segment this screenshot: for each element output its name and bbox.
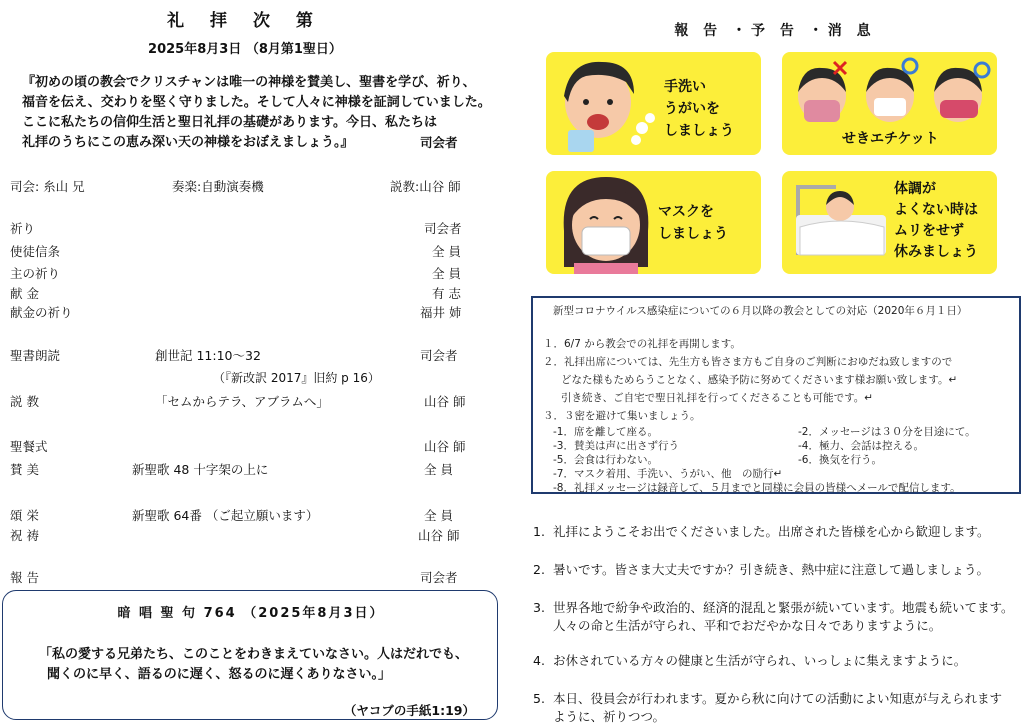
cough-etiquette-panel bbox=[782, 52, 997, 155]
panel-line: 手洗い bbox=[664, 79, 706, 95]
panel-text bbox=[894, 179, 978, 263]
notice-rule: -4．極力、会話は控える。 bbox=[798, 440, 924, 452]
item-person: 司会者 bbox=[420, 570, 458, 585]
memory-verse-title: 暗 唱 聖 句 764 （2025年8月3日） bbox=[117, 606, 385, 621]
item-label: 使徒信条 bbox=[10, 244, 61, 259]
panel-line: マスクを bbox=[658, 204, 714, 220]
intro-line: 『初めの頃の教会でクリスチャンは唯一の神様を賛美し、聖書を学び、祈り、 bbox=[22, 75, 476, 90]
item-label: 主の祈り bbox=[10, 266, 61, 281]
notice-line: どなた様もためらうことなく、感染予防に努めてくださいます様お願い致します。↵ bbox=[561, 374, 958, 386]
sick-in-bed-illustration bbox=[790, 175, 890, 274]
item-person: 山谷 師 bbox=[424, 439, 466, 454]
intro-line: 礼拝のうちにこの恵み深い天の神様をおぼえましょう。』 bbox=[22, 135, 354, 150]
notice-rule: -6．換気を行う。 bbox=[798, 454, 882, 466]
staff-host: 司会: 糸山 兄 bbox=[10, 179, 85, 194]
notice-line: ３．３密を避けて集いましょう。 bbox=[543, 410, 701, 422]
item-label: 献金の祈り bbox=[10, 305, 73, 320]
cough-etiquette-illustration bbox=[782, 56, 997, 126]
memory-verse-line: 聞くのに早く、語るのに遅く、怒るのに遅くありなさい。」 bbox=[47, 667, 391, 682]
item-person: 全 員 bbox=[424, 462, 453, 477]
notice-rule: -7．マスク着用、手洗い、うがい、他 の励行↵ bbox=[553, 468, 783, 480]
item-label: 報 告 bbox=[10, 570, 39, 585]
news-text: 暑いです。皆さま大丈夫ですか？引き続き、熱中症に注意して過しましょう。 bbox=[553, 562, 990, 577]
news-number: 1. bbox=[533, 524, 545, 539]
panel-text bbox=[658, 201, 728, 245]
news-number: 3. bbox=[533, 600, 545, 615]
item-label: 聖書朗読 bbox=[10, 348, 61, 363]
memory-verse-text bbox=[39, 645, 468, 685]
item-person: 山谷 師 bbox=[424, 394, 466, 409]
memory-verse-box bbox=[2, 590, 498, 720]
order-title: 礼 拝 次 第 bbox=[167, 11, 323, 31]
item-label: 献 金 bbox=[10, 286, 39, 301]
news-text: 世界各地で紛争や政治的、経済的混乱と緊張が続いています。地震も続いてます。 bbox=[553, 600, 1014, 615]
news-text: お休されている方々の健康と生活が守られ、いっしょに集えますように。 bbox=[553, 653, 967, 668]
panel-line: 体調が bbox=[894, 181, 936, 197]
news-number: 4. bbox=[533, 653, 545, 668]
news-text: ように、祈りつつ。 bbox=[553, 709, 666, 724]
intro-role: 司会者 bbox=[420, 135, 458, 150]
notice-line: 引き続き、ご自宅で聖日礼拝を行ってくださることも可能です。↵ bbox=[561, 392, 874, 404]
notice-title: 新型コロナウイルス感染症についての６月以降の教会としての対応（2020年６月１日） bbox=[553, 305, 968, 317]
item-detail: 新聖歌 64番 （ご起立願います） bbox=[132, 508, 319, 523]
rest-panel bbox=[782, 171, 997, 274]
news-number: 5. bbox=[533, 691, 545, 706]
notice-rule: -5．会食は行わない。 bbox=[553, 454, 658, 466]
item-label: 祝 祷 bbox=[10, 528, 39, 543]
staff-music: 奏楽:自動演奏機 bbox=[172, 179, 264, 194]
mask-panel bbox=[546, 171, 761, 274]
intro-text bbox=[22, 73, 491, 153]
panel-line: うがいを bbox=[664, 101, 720, 117]
item-person: 全 員 bbox=[424, 508, 453, 523]
panel-text: せきエチケット bbox=[842, 131, 939, 147]
memory-verse-line: 「私の愛する兄弟たち、このことをわきまえていなさい。人はだれでも、 bbox=[39, 647, 469, 662]
news-number: 2. bbox=[533, 562, 545, 577]
notice-rule: -1．席を離して座る。 bbox=[553, 426, 658, 438]
panel-line: ムリをせず bbox=[894, 223, 964, 239]
item-label: 聖餐式 bbox=[10, 439, 48, 454]
panel-line: しましょう bbox=[658, 226, 728, 242]
notice-rule: -3．賛美は声に出さず行う bbox=[553, 440, 679, 452]
intro-line: 福音を伝え、交わりを堅く守りました。そして人々に神様を証詞していました。 bbox=[22, 95, 491, 110]
item-person: 有 志 bbox=[432, 286, 461, 301]
news-text: 人々の命と生活が守られ、平和でおだやかな日々でありますように。 bbox=[553, 618, 942, 633]
mask-illustration bbox=[556, 171, 656, 274]
item-label: 説 教 bbox=[10, 394, 39, 409]
notice-rule: -2．メッセージは３０分を目途にて。 bbox=[798, 426, 976, 438]
item-detail: 新聖歌 48 十字架の上に bbox=[132, 462, 269, 477]
item-person: 山谷 師 bbox=[418, 528, 460, 543]
item-label: 賛 美 bbox=[10, 462, 39, 477]
memory-verse-source: （ヤコブの手紙1:19） bbox=[343, 703, 475, 718]
item-person: 司会者 bbox=[420, 348, 458, 363]
news-text: 礼拝にようこそお出でくださいました。出席された皆様を心から歓迎します。 bbox=[553, 524, 990, 539]
item-person: 福井 姉 bbox=[420, 305, 462, 320]
item-detail: （『新改訳 2017』旧約 p 16） bbox=[213, 371, 380, 385]
handwash-panel bbox=[546, 52, 761, 155]
panel-line: 休みましょう bbox=[894, 244, 978, 260]
announcements-title: 報 告 ・予 告 ・消 息 bbox=[674, 23, 876, 39]
order-date: 2025年8月3日 （8月第1聖日） bbox=[148, 42, 342, 57]
item-person: 全 員 bbox=[432, 266, 461, 281]
item-detail: 「セムからテラ、アブラムへ」 bbox=[155, 394, 329, 409]
item-label: 祈り bbox=[10, 221, 36, 236]
item-detail: 創世記 11:10〜32 bbox=[155, 348, 261, 363]
panel-line: しましょう bbox=[664, 123, 734, 139]
intro-line: ここに私たちの信仰生活と聖日礼拝の基礎があります。今日、私たちは bbox=[22, 115, 437, 130]
panel-line: よくない時は bbox=[894, 202, 978, 218]
staff-sermon: 説教:山谷 師 bbox=[390, 179, 461, 194]
item-person: 司会者 bbox=[424, 221, 462, 236]
news-text: 本日、役員会が行われます。夏から秋に向けての活動によい知恵が与えられます bbox=[553, 691, 1003, 706]
item-person: 全 員 bbox=[432, 244, 461, 259]
notice-line: ２．礼拝出席については、先生方も皆さま方もご自身のご判断におゆだね致しますので bbox=[543, 356, 953, 368]
item-label: 頌 栄 bbox=[10, 508, 39, 523]
covid-notice-box bbox=[531, 296, 1021, 494]
notice-line: １．6/7 から教会での礼拝を再開します。 bbox=[543, 338, 741, 350]
panel-text bbox=[664, 76, 734, 142]
handwashing-illustration bbox=[550, 52, 660, 155]
notice-rule: -8．礼拝メッセージは録音して、５月までと同様に会員の皆様へメールで配信します。 bbox=[553, 482, 961, 494]
